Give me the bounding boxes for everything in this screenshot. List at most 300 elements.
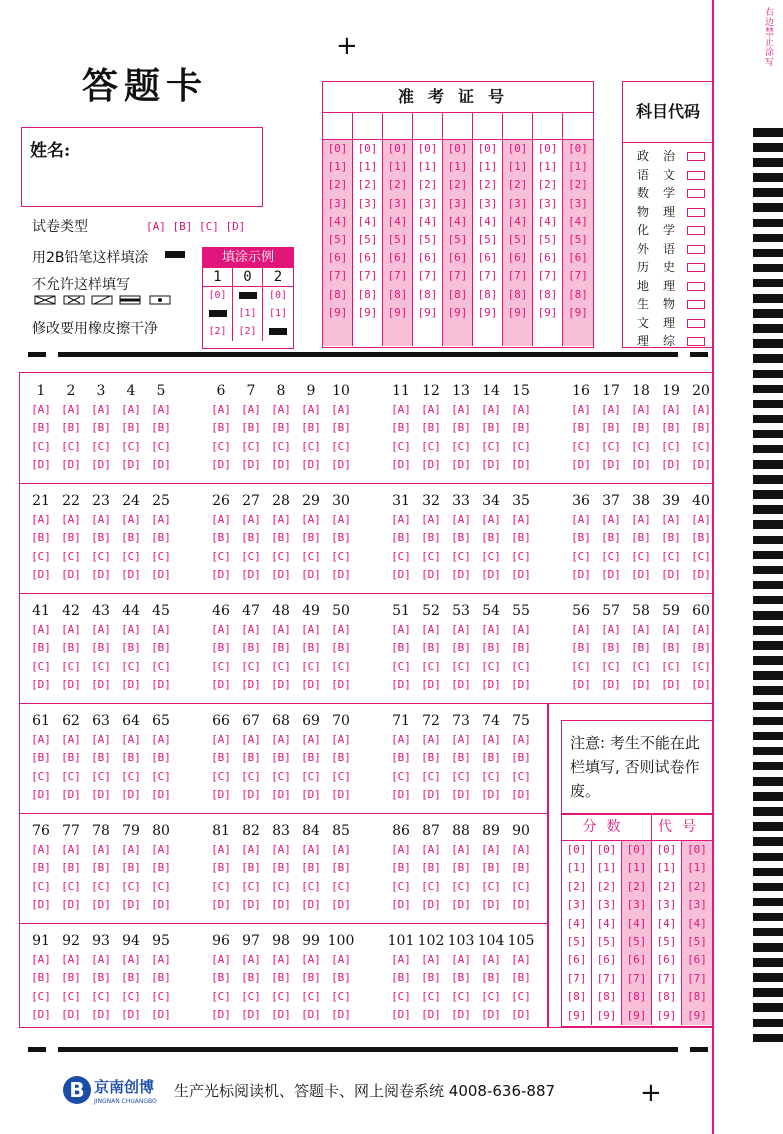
answer-bubble[interactable]: [C] xyxy=(121,769,141,783)
answer-bubble[interactable]: [A] xyxy=(511,623,531,636)
answer-bubble[interactable]: [B] xyxy=(31,971,51,985)
admission-bubble[interactable]: [3] xyxy=(447,196,468,210)
answer-bubble[interactable]: [C] xyxy=(391,769,411,783)
answer-bubble[interactable]: [C] xyxy=(571,549,591,563)
answer-bubble[interactable]: [C] xyxy=(301,879,321,893)
answer-bubble[interactable]: [C] xyxy=(61,549,81,563)
admission-bubble[interactable]: [1] xyxy=(387,160,408,174)
answer-bubble[interactable]: [C] xyxy=(61,989,81,1003)
subject-row[interactable] xyxy=(623,166,713,185)
answer-bubble[interactable]: [B] xyxy=(301,641,321,655)
answer-bubble[interactable]: [A] xyxy=(121,403,141,416)
answer-bubble[interactable]: [D] xyxy=(571,677,591,691)
answer-bubble[interactable]: [C] xyxy=(421,769,441,783)
answer-bubble[interactable]: [B] xyxy=(61,531,81,545)
answer-bubble[interactable]: [A] xyxy=(631,403,651,416)
answer-bubble[interactable]: [D] xyxy=(451,457,471,471)
answer-bubble[interactable]: [A] xyxy=(301,403,321,416)
answer-bubble[interactable]: [B] xyxy=(241,641,261,655)
answer-bubble[interactable]: [A] xyxy=(421,513,441,526)
answer-bubble[interactable]: [A] xyxy=(451,843,471,856)
answer-bubble[interactable]: [C] xyxy=(661,659,681,673)
answer-bubble[interactable]: [D] xyxy=(331,897,351,911)
answer-bubble[interactable]: [A] xyxy=(151,733,171,746)
admission-bubble[interactable]: [1] xyxy=(537,160,558,174)
answer-bubble[interactable]: [B] xyxy=(211,531,231,545)
admission-bubble[interactable]: [2] xyxy=(568,178,588,192)
answer-bubble[interactable]: [B] xyxy=(91,751,111,765)
admission-bubble[interactable]: [7] xyxy=(568,269,588,283)
answer-bubble[interactable]: [A] xyxy=(481,403,501,416)
answer-bubble[interactable]: [B] xyxy=(241,861,261,875)
answer-bubble[interactable]: [C] xyxy=(31,879,51,893)
answer-bubble[interactable]: [A] xyxy=(211,843,231,856)
subject-row[interactable] xyxy=(623,184,713,203)
answer-bubble[interactable]: [B] xyxy=(121,421,141,435)
answer-bubble[interactable]: [B] xyxy=(301,861,321,875)
answer-bubble[interactable]: [A] xyxy=(241,513,261,526)
answer-bubble[interactable]: [C] xyxy=(601,659,621,673)
admission-bubble[interactable]: [6] xyxy=(417,251,438,265)
admission-bubble[interactable]: [0] xyxy=(507,142,528,155)
answer-bubble[interactable]: [D] xyxy=(631,567,651,581)
answer-bubble[interactable]: [A] xyxy=(301,953,321,966)
admission-bubble[interactable]: [7] xyxy=(417,269,438,283)
answer-bubble[interactable]: [C] xyxy=(421,439,441,453)
answer-bubble[interactable]: [A] xyxy=(451,733,471,746)
answer-bubble[interactable]: [B] xyxy=(571,421,591,435)
answer-bubble[interactable]: [C] xyxy=(91,769,111,783)
answer-bubble[interactable]: [C] xyxy=(121,989,141,1003)
admission-bubble[interactable]: [3] xyxy=(357,196,378,210)
answer-bubble[interactable]: [C] xyxy=(511,659,531,673)
admission-bubble[interactable]: [6] xyxy=(387,251,408,265)
answer-bubble[interactable]: [C] xyxy=(511,769,531,783)
admission-digit-box[interactable] xyxy=(323,113,352,140)
answer-bubble[interactable]: [B] xyxy=(301,421,321,435)
admission-bubble[interactable]: [2] xyxy=(387,178,408,192)
answer-bubble[interactable]: [B] xyxy=(271,861,291,875)
answer-bubble[interactable]: [C] xyxy=(211,989,231,1003)
answer-bubble[interactable]: [C] xyxy=(481,549,501,563)
answer-bubble[interactable]: [B] xyxy=(421,751,441,765)
answer-bubble[interactable]: [C] xyxy=(151,439,171,453)
answer-bubble[interactable]: [B] xyxy=(661,641,681,655)
admission-bubble[interactable]: [4] xyxy=(477,214,498,228)
answer-bubble[interactable]: [A] xyxy=(121,623,141,636)
answer-bubble[interactable]: [A] xyxy=(421,623,441,636)
answer-bubble[interactable]: [C] xyxy=(451,989,471,1003)
answer-bubble[interactable]: [C] xyxy=(91,439,111,453)
answer-bubble[interactable]: [B] xyxy=(121,641,141,655)
answer-bubble[interactable]: [C] xyxy=(391,659,411,673)
answer-bubble[interactable]: [C] xyxy=(271,879,291,893)
answer-bubble[interactable]: [A] xyxy=(301,733,321,746)
answer-bubble[interactable]: [B] xyxy=(301,531,321,545)
answer-bubble[interactable]: [C] xyxy=(511,549,531,563)
answer-bubble[interactable]: [D] xyxy=(391,457,411,471)
admission-digit-box[interactable] xyxy=(563,113,593,140)
answer-bubble[interactable]: [A] xyxy=(211,953,231,966)
answer-bubble[interactable]: [A] xyxy=(571,623,591,636)
subject-row[interactable] xyxy=(623,258,713,277)
answer-bubble[interactable]: [A] xyxy=(241,403,261,416)
name-box[interactable] xyxy=(21,127,263,207)
answer-bubble[interactable]: [B] xyxy=(601,641,621,655)
answer-bubble[interactable]: [C] xyxy=(211,879,231,893)
answer-bubble[interactable]: [A] xyxy=(481,733,501,746)
answer-bubble[interactable]: [D] xyxy=(91,897,111,911)
answer-bubble[interactable]: [C] xyxy=(421,659,441,673)
admission-bubble[interactable]: [4] xyxy=(357,214,378,228)
answer-bubble[interactable]: [A] xyxy=(211,513,231,526)
answer-bubble[interactable]: [A] xyxy=(301,513,321,526)
answer-bubble[interactable]: [D] xyxy=(421,457,441,471)
answer-bubble[interactable]: [C] xyxy=(631,549,651,563)
answer-bubble[interactable]: [B] xyxy=(271,421,291,435)
admission-bubble[interactable]: [8] xyxy=(417,287,438,301)
admission-bubble[interactable]: [3] xyxy=(568,196,588,210)
answer-bubble[interactable]: [C] xyxy=(331,549,351,563)
answer-bubble[interactable]: [A] xyxy=(31,513,51,526)
answer-bubble[interactable]: [C] xyxy=(421,879,441,893)
answer-bubble[interactable]: [D] xyxy=(241,567,261,581)
answer-bubble[interactable]: [D] xyxy=(481,1007,501,1021)
answer-bubble[interactable]: [C] xyxy=(121,549,141,563)
answer-bubble[interactable]: [D] xyxy=(91,567,111,581)
answer-bubble[interactable]: [A] xyxy=(511,843,531,856)
answer-bubble[interactable]: [C] xyxy=(31,439,51,453)
admission-bubble[interactable]: [3] xyxy=(537,196,558,210)
answer-bubble[interactable]: [D] xyxy=(31,787,51,801)
answer-bubble[interactable]: [B] xyxy=(481,531,501,545)
answer-bubble[interactable]: [A] xyxy=(571,403,591,416)
admission-bubble[interactable]: [9] xyxy=(477,305,498,319)
answer-bubble[interactable]: [D] xyxy=(31,897,51,911)
answer-bubble[interactable]: [B] xyxy=(511,971,531,985)
admission-digit-box[interactable] xyxy=(473,113,502,140)
answer-bubble[interactable]: [D] xyxy=(91,1007,111,1021)
admission-column[interactable] xyxy=(563,113,593,346)
answer-bubble[interactable]: [D] xyxy=(691,567,711,581)
answer-bubble[interactable]: [B] xyxy=(691,531,711,545)
admission-bubble[interactable]: [1] xyxy=(507,160,528,174)
answer-bubble[interactable]: [A] xyxy=(661,623,681,636)
subject-row[interactable] xyxy=(623,240,713,259)
answer-bubble[interactable]: [B] xyxy=(451,861,471,875)
paper-type-options[interactable]: [A] [B] [C] [D] xyxy=(146,220,246,233)
answer-bubble[interactable]: [B] xyxy=(331,531,351,545)
answer-bubble[interactable]: [C] xyxy=(601,439,621,453)
answer-bubble[interactable]: [A] xyxy=(691,623,711,636)
answer-bubble[interactable]: [D] xyxy=(571,567,591,581)
answer-bubble[interactable]: [A] xyxy=(511,513,531,526)
answer-bubble[interactable]: [C] xyxy=(331,439,351,453)
answer-bubble[interactable]: [A] xyxy=(31,953,51,966)
answer-bubble[interactable]: [C] xyxy=(571,439,591,453)
admission-bubble[interactable]: [0] xyxy=(447,142,468,155)
admission-bubble[interactable]: [1] xyxy=(568,160,588,174)
answer-bubble[interactable]: [A] xyxy=(121,513,141,526)
answer-bubble[interactable]: [D] xyxy=(121,787,141,801)
answer-bubble[interactable]: [A] xyxy=(241,733,261,746)
admission-bubble[interactable]: [3] xyxy=(327,196,348,210)
answer-bubble[interactable]: [C] xyxy=(481,439,501,453)
answer-bubble[interactable]: [B] xyxy=(271,531,291,545)
answer-bubble[interactable]: [D] xyxy=(211,1007,231,1021)
answer-bubble[interactable]: [D] xyxy=(121,677,141,691)
admission-bubble[interactable]: [6] xyxy=(537,251,558,265)
subject-bubble[interactable] xyxy=(687,208,705,217)
answer-bubble[interactable]: [A] xyxy=(331,843,351,856)
answer-bubble[interactable]: [D] xyxy=(211,787,231,801)
answer-bubble[interactable]: [D] xyxy=(31,677,51,691)
answer-bubble[interactable]: [B] xyxy=(151,751,171,765)
answer-bubble[interactable]: [D] xyxy=(451,897,471,911)
answer-bubble[interactable]: [C] xyxy=(331,879,351,893)
subject-bubble[interactable] xyxy=(687,263,705,272)
answer-bubble[interactable]: [B] xyxy=(391,971,411,985)
answer-bubble[interactable]: [C] xyxy=(451,879,471,893)
answer-bubble[interactable]: [A] xyxy=(691,403,711,416)
answer-bubble[interactable]: [C] xyxy=(61,659,81,673)
answer-bubble[interactable]: [D] xyxy=(241,677,261,691)
answer-bubble[interactable]: [A] xyxy=(61,403,81,416)
admission-column[interactable] xyxy=(323,113,353,346)
answer-bubble[interactable]: [B] xyxy=(391,861,411,875)
answer-bubble[interactable]: [B] xyxy=(91,531,111,545)
answer-bubble[interactable]: [D] xyxy=(211,897,231,911)
answer-bubble[interactable]: [D] xyxy=(631,457,651,471)
answer-bubble[interactable]: [A] xyxy=(151,513,171,526)
admission-column[interactable] xyxy=(383,113,413,346)
answer-bubble[interactable]: [D] xyxy=(271,897,291,911)
answer-bubble[interactable]: [D] xyxy=(61,787,81,801)
answer-bubble[interactable]: [C] xyxy=(691,549,711,563)
admission-bubble[interactable]: [4] xyxy=(568,214,588,228)
answer-bubble[interactable]: [A] xyxy=(211,623,231,636)
answer-bubble[interactable]: [D] xyxy=(211,567,231,581)
answer-bubble[interactable]: [B] xyxy=(31,641,51,655)
answer-bubble[interactable]: [C] xyxy=(481,769,501,783)
answer-bubble[interactable]: [D] xyxy=(481,787,501,801)
answer-bubble[interactable]: [C] xyxy=(211,439,231,453)
answer-bubble[interactable]: [D] xyxy=(151,1007,171,1021)
subject-bubble[interactable] xyxy=(687,282,705,291)
admission-bubble[interactable]: [1] xyxy=(357,160,378,174)
answer-bubble[interactable]: [A] xyxy=(481,843,501,856)
answer-bubble[interactable]: [D] xyxy=(601,677,621,691)
admission-bubble[interactable]: [2] xyxy=(477,178,498,192)
answer-bubble[interactable]: [B] xyxy=(91,861,111,875)
admission-number[interactable] xyxy=(322,81,594,348)
answer-bubble[interactable]: [D] xyxy=(391,1007,411,1021)
answer-bubble[interactable]: [C] xyxy=(151,769,171,783)
answer-bubble[interactable]: [D] xyxy=(61,567,81,581)
answer-bubble[interactable]: [C] xyxy=(661,549,681,563)
answer-bubble[interactable]: [D] xyxy=(421,897,441,911)
admission-bubble[interactable]: [4] xyxy=(327,214,348,228)
answer-bubble[interactable]: [B] xyxy=(331,971,351,985)
answer-bubble[interactable]: [D] xyxy=(511,567,531,581)
admission-digit-box[interactable] xyxy=(413,113,442,140)
answer-bubble[interactable]: [C] xyxy=(31,549,51,563)
admission-bubble[interactable]: [6] xyxy=(477,251,498,265)
answer-bubble[interactable]: [A] xyxy=(331,513,351,526)
answer-bubble[interactable]: [C] xyxy=(421,989,441,1003)
answer-bubble[interactable]: [D] xyxy=(271,1007,291,1021)
answer-bubble[interactable]: [C] xyxy=(691,439,711,453)
subject-row[interactable] xyxy=(623,332,713,351)
admission-bubble[interactable]: [3] xyxy=(477,196,498,210)
admission-bubble[interactable]: [8] xyxy=(357,287,378,301)
admission-bubble[interactable]: [3] xyxy=(507,196,528,210)
answer-bubble[interactable]: [B] xyxy=(271,971,291,985)
answer-bubble[interactable]: [A] xyxy=(31,733,51,746)
answer-bubble[interactable]: [D] xyxy=(511,457,531,471)
answer-bubble[interactable]: [B] xyxy=(121,531,141,545)
subject-bubble[interactable] xyxy=(687,300,705,309)
answer-bubble[interactable]: [C] xyxy=(451,549,471,563)
answer-bubble[interactable]: [D] xyxy=(121,897,141,911)
answer-bubble[interactable]: [B] xyxy=(511,531,531,545)
answer-bubble[interactable]: [D] xyxy=(451,787,471,801)
subject-bubble[interactable] xyxy=(687,152,705,161)
admission-bubble[interactable]: [5] xyxy=(387,233,408,247)
answer-bubble[interactable]: [A] xyxy=(661,513,681,526)
answer-bubble[interactable]: [A] xyxy=(391,953,411,966)
answer-bubble[interactable]: [C] xyxy=(511,989,531,1003)
answer-bubble[interactable]: [A] xyxy=(271,953,291,966)
answer-bubble[interactable]: [C] xyxy=(391,989,411,1003)
admission-column[interactable] xyxy=(473,113,503,346)
answer-bubble[interactable]: [D] xyxy=(121,1007,141,1021)
answer-bubble[interactable]: [C] xyxy=(211,769,231,783)
admission-bubble[interactable]: [9] xyxy=(387,305,408,319)
subject-row[interactable] xyxy=(623,277,713,296)
answer-bubble[interactable]: [A] xyxy=(271,843,291,856)
answer-bubble[interactable]: [D] xyxy=(601,457,621,471)
answer-bubble[interactable]: [C] xyxy=(451,439,471,453)
answer-bubble[interactable]: [C] xyxy=(301,989,321,1003)
answer-bubble[interactable]: [A] xyxy=(271,623,291,636)
answer-bubble[interactable]: [C] xyxy=(451,769,471,783)
answer-bubble[interactable]: [C] xyxy=(331,769,351,783)
answer-bubble[interactable]: [C] xyxy=(631,439,651,453)
admission-bubble[interactable]: [8] xyxy=(447,287,468,301)
answer-bubble[interactable]: [D] xyxy=(421,1007,441,1021)
answer-bubble[interactable]: [B] xyxy=(481,861,501,875)
admission-bubble[interactable]: [1] xyxy=(417,160,438,174)
answer-bubble[interactable]: [B] xyxy=(391,641,411,655)
answer-bubble[interactable]: [C] xyxy=(301,439,321,453)
answer-bubble[interactable]: [D] xyxy=(301,457,321,471)
answer-bubble[interactable]: [C] xyxy=(241,439,261,453)
admission-column[interactable] xyxy=(503,113,533,346)
answer-bubble[interactable]: [A] xyxy=(121,843,141,856)
answer-bubble[interactable]: [D] xyxy=(121,457,141,471)
answer-bubble[interactable]: [D] xyxy=(451,1007,471,1021)
answer-bubble[interactable]: [D] xyxy=(661,567,681,581)
answer-bubble[interactable]: [D] xyxy=(481,567,501,581)
subject-bubble[interactable] xyxy=(687,226,705,235)
answer-bubble[interactable]: [A] xyxy=(61,623,81,636)
answer-bubble[interactable]: [B] xyxy=(151,971,171,985)
admission-digit-box[interactable] xyxy=(383,113,412,140)
answer-bubble[interactable]: [D] xyxy=(31,457,51,471)
answer-bubble[interactable]: [D] xyxy=(331,1007,351,1021)
answer-bubble[interactable]: [D] xyxy=(571,457,591,471)
answer-bubble[interactable]: [D] xyxy=(631,677,651,691)
answer-bubble[interactable]: [B] xyxy=(631,531,651,545)
answer-bubble[interactable]: [D] xyxy=(241,787,261,801)
admission-bubble[interactable]: [7] xyxy=(327,269,348,283)
admission-bubble[interactable]: [2] xyxy=(447,178,468,192)
answer-bubble[interactable]: [B] xyxy=(451,421,471,435)
answer-bubble[interactable]: [A] xyxy=(61,953,81,966)
admission-bubble[interactable]: [2] xyxy=(537,178,558,192)
answer-bubble[interactable]: [C] xyxy=(121,659,141,673)
answer-bubble[interactable]: [B] xyxy=(91,641,111,655)
answer-bubble[interactable]: [A] xyxy=(481,513,501,526)
answer-bubble[interactable]: [C] xyxy=(91,549,111,563)
answer-bubble[interactable]: [D] xyxy=(511,787,531,801)
answer-bubble[interactable]: [A] xyxy=(151,953,171,966)
subject-row[interactable] xyxy=(623,203,713,222)
answer-bubble[interactable]: [C] xyxy=(241,549,261,563)
answer-bubble[interactable]: [B] xyxy=(91,421,111,435)
answer-bubble[interactable]: [C] xyxy=(271,769,291,783)
answer-bubble[interactable]: [B] xyxy=(31,861,51,875)
answer-bubble[interactable]: [B] xyxy=(631,641,651,655)
answer-bubble[interactable]: [C] xyxy=(91,989,111,1003)
answer-bubble[interactable]: [D] xyxy=(91,787,111,801)
admission-bubble[interactable]: [4] xyxy=(537,214,558,228)
subject-bubble[interactable] xyxy=(687,245,705,254)
answer-bubble[interactable]: [D] xyxy=(511,1007,531,1021)
subject-row[interactable] xyxy=(623,221,713,240)
admission-bubble[interactable]: [8] xyxy=(327,287,348,301)
answer-bubble[interactable]: [C] xyxy=(211,549,231,563)
subject-bubble[interactable] xyxy=(687,337,705,346)
answer-bubble[interactable]: [D] xyxy=(61,677,81,691)
answer-bubble[interactable]: [D] xyxy=(421,787,441,801)
answer-bubble[interactable]: [A] xyxy=(421,733,441,746)
answer-bubble[interactable]: [B] xyxy=(31,751,51,765)
answer-bubble[interactable]: [D] xyxy=(391,897,411,911)
admission-digit-box[interactable] xyxy=(533,113,562,140)
answer-bubble[interactable]: [B] xyxy=(211,421,231,435)
answer-bubble[interactable]: [C] xyxy=(451,659,471,673)
admission-bubble[interactable]: [6] xyxy=(327,251,348,265)
admission-bubble[interactable]: [1] xyxy=(477,160,498,174)
admission-bubble[interactable]: [6] xyxy=(568,251,588,265)
answer-bubble[interactable]: [D] xyxy=(271,457,291,471)
answer-bubble[interactable]: [C] xyxy=(61,769,81,783)
answer-bubble[interactable]: [A] xyxy=(451,513,471,526)
answer-bubble[interactable]: [A] xyxy=(211,733,231,746)
subject-row[interactable] xyxy=(623,147,713,166)
admission-column[interactable] xyxy=(413,113,443,346)
answer-bubble[interactable]: [B] xyxy=(61,751,81,765)
admission-bubble[interactable]: [5] xyxy=(507,233,528,247)
answer-bubble[interactable]: [D] xyxy=(301,897,321,911)
answer-bubble[interactable]: [C] xyxy=(271,549,291,563)
answer-bubble[interactable]: [B] xyxy=(61,861,81,875)
answer-bubble[interactable]: [A] xyxy=(331,403,351,416)
answer-bubble[interactable]: [A] xyxy=(391,403,411,416)
answer-bubble[interactable]: [B] xyxy=(301,971,321,985)
